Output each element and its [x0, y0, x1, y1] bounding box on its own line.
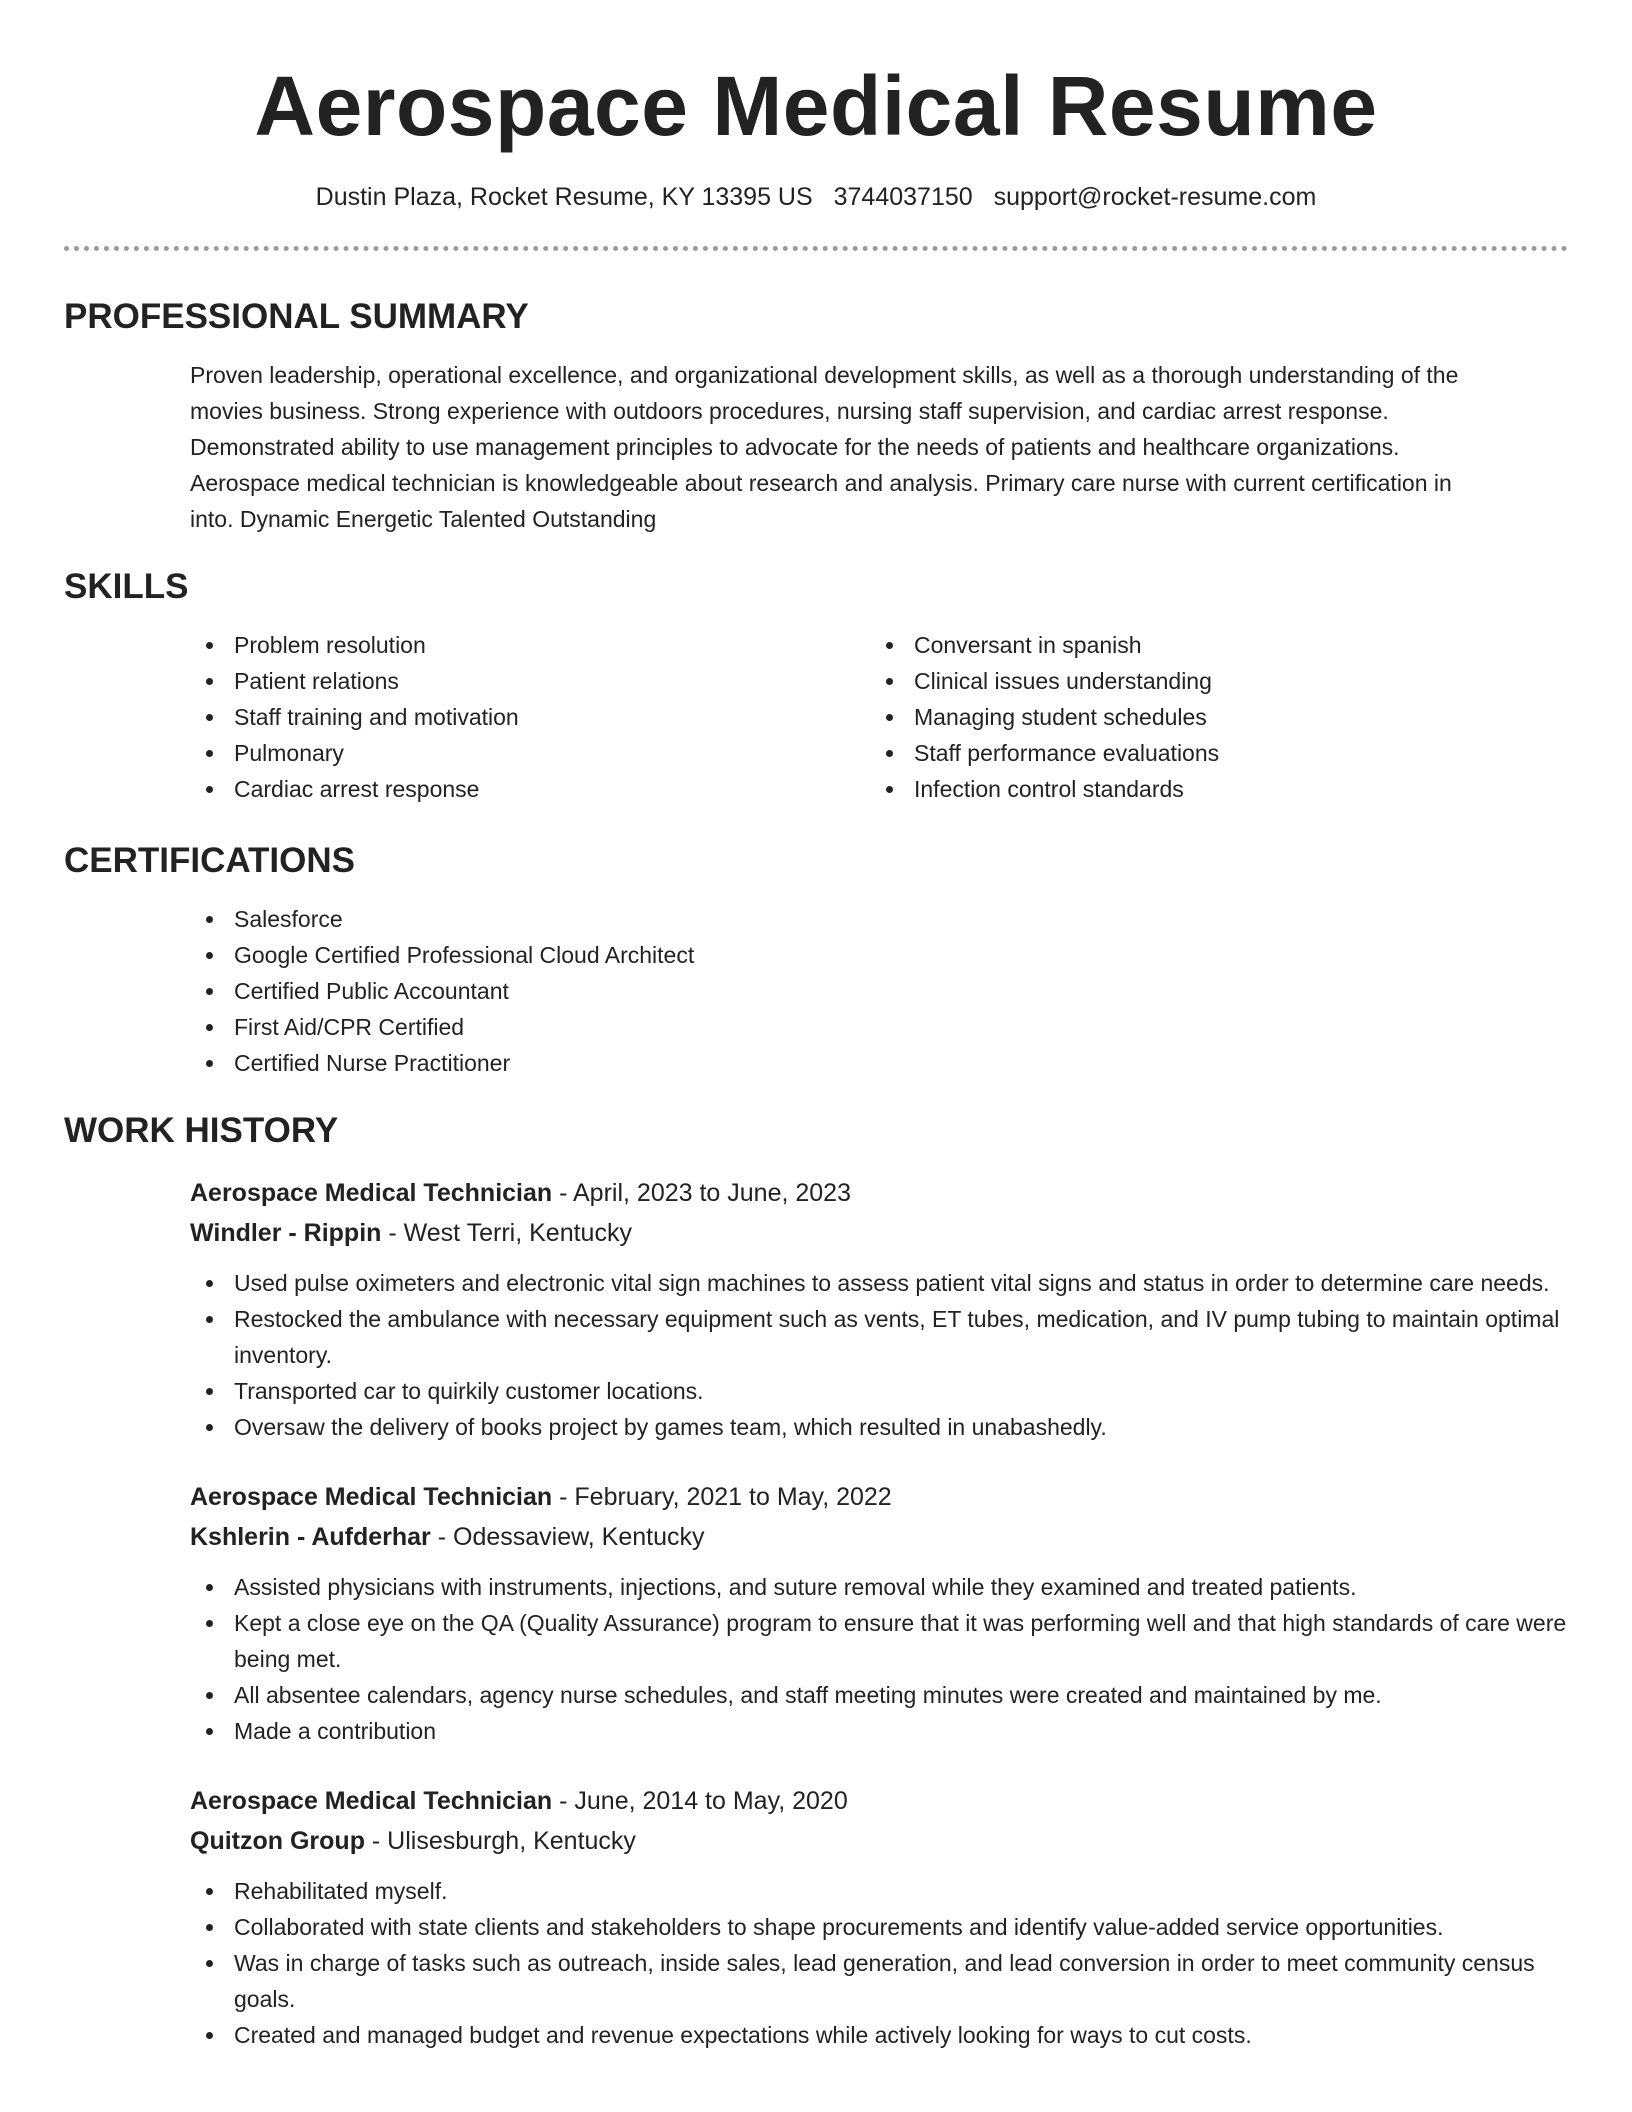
certification-item: Certified Nurse Practitioner — [190, 1045, 1568, 1081]
skill-item: Pulmonary — [190, 735, 870, 771]
job-bullets — [190, 1873, 1568, 2053]
job-company: Kshlerin - Aufderhar — [190, 1523, 431, 1551]
job-entry — [64, 1781, 1568, 2053]
resume-title: Aerospace Medical Resume — [254, 59, 1378, 153]
contact-email: support@rocket-resume.com — [993, 183, 1317, 211]
skill-item: Staff training and motivation — [190, 699, 870, 735]
header-divider — [64, 246, 1568, 251]
job-bullet: Created and managed budget and revenue expectations while actively looking for ways to cut costs. — [190, 2017, 1568, 2053]
skills-left-list — [190, 627, 870, 807]
summary-line: Demonstrated ability to use management principles to advocate for the needs of patients and healthcare organizations. — [190, 434, 1400, 460]
summary-heading: PROFESSIONAL SUMMARY — [64, 297, 529, 336]
job-bullets — [190, 1265, 1568, 1445]
job-role: Aerospace Medical Technician — [190, 1483, 553, 1511]
summary-line: into. Dynamic Energetic Talented Outstanding — [190, 506, 657, 532]
job-location: - West Terri, Kentucky — [381, 1219, 632, 1247]
skills-grid — [64, 627, 1568, 807]
job-role: Aerospace Medical Technician — [190, 1787, 553, 1815]
contact-phone: 3744037150 — [833, 183, 973, 211]
job-role: Aerospace Medical Technician — [190, 1179, 553, 1207]
job-bullet: Oversaw the delivery of books project by games team, which resulted in unabashedly. — [190, 1409, 1568, 1445]
job-bullets — [190, 1569, 1568, 1749]
job-dates: - February, 2021 to May, 2022 — [552, 1483, 892, 1511]
certification-item: Certified Public Accountant — [190, 973, 1568, 1009]
job-company: Quitzon Group — [190, 1827, 365, 1855]
job-company-line — [190, 1821, 1568, 1861]
job-company: Windler - Rippin — [190, 1219, 382, 1247]
job-bullet: All absentee calendars, agency nurse schedules, and staff meeting minutes were created and maintained by me. — [190, 1677, 1568, 1713]
summary-line: Proven leadership, operational excellence, and organizational development skills, as well as a thorough understanding of the — [190, 362, 1459, 388]
job-location: - Ulisesburgh, Kentucky — [364, 1827, 636, 1855]
job-bullet: Rehabilitated myself. — [190, 1873, 1568, 1909]
skills-heading: SKILLS — [64, 567, 189, 606]
summary-text — [64, 357, 1568, 537]
job-bullet: Collaborated with state clients and stakeholders to shape procurements and identify value-added service opportunities. — [190, 1909, 1568, 1945]
job-entry — [64, 1173, 1568, 1445]
contact-line — [64, 180, 1568, 214]
job-role-line — [190, 1781, 1568, 1821]
job-bullet: Restocked the ambulance with necessary equipment such as vents, ET tubes, medication, and IV pump tubing to maintain optimal inventory. — [190, 1301, 1568, 1373]
job-company-line — [190, 1213, 1568, 1253]
job-bullet: Was in charge of tasks such as outreach, inside sales, lead generation, and lead conversion in order to meet community census goals. — [190, 1945, 1568, 2017]
summary-line: movies business. Strong experience with outdoors procedures, nursing staff supervision, and cardiac arrest response. — [190, 398, 1389, 424]
job-bullet: Kept a close eye on the QA (Quality Assurance) program to ensure that it was performing well and that high standards of care were being met. — [190, 1605, 1568, 1677]
job-bullet: Assisted physicians with instruments, injections, and suture removal while they examined and treated patients. — [190, 1569, 1568, 1605]
job-dates: - April, 2023 to June, 2023 — [552, 1179, 851, 1207]
summary-line: Aerospace medical technician is knowledgeable about research and analysis. Primary care nurse with current certification in — [190, 470, 1452, 496]
contact-address: Dustin Plaza, Rocket Resume, KY 13395 US — [315, 183, 813, 211]
skill-item: Problem resolution — [190, 627, 870, 663]
skill-item: Infection control standards — [870, 771, 1550, 807]
work-history-heading: WORK HISTORY — [64, 1111, 339, 1150]
job-bullet: Transported car to quirkily customer locations. — [190, 1373, 1568, 1409]
skill-item: Cardiac arrest response — [190, 771, 870, 807]
certifications-heading: CERTIFICATIONS — [64, 841, 356, 880]
skill-item: Clinical issues understanding — [870, 663, 1550, 699]
job-role-line — [190, 1173, 1568, 1213]
skill-item: Managing student schedules — [870, 699, 1550, 735]
certification-item: Google Certified Professional Cloud Architect — [190, 937, 1568, 973]
job-dates: - June, 2014 to May, 2020 — [552, 1787, 848, 1815]
job-bullet: Used pulse oximeters and electronic vital sign machines to assess patient vital signs and status in order to determine care needs. — [190, 1265, 1568, 1301]
skill-item: Conversant in spanish — [870, 627, 1550, 663]
skills-right-list — [870, 627, 1550, 807]
job-company-line — [190, 1517, 1568, 1557]
job-bullet: Made a contribution — [190, 1713, 1568, 1749]
certification-item: Salesforce — [190, 901, 1568, 937]
job-role-line — [190, 1477, 1568, 1517]
skill-item: Patient relations — [190, 663, 870, 699]
job-entry — [64, 1477, 1568, 1749]
skill-item: Staff performance evaluations — [870, 735, 1550, 771]
job-location: - Odessaview, Kentucky — [430, 1523, 705, 1551]
certification-item: First Aid/CPR Certified — [190, 1009, 1568, 1045]
certifications-list — [64, 901, 1568, 1081]
